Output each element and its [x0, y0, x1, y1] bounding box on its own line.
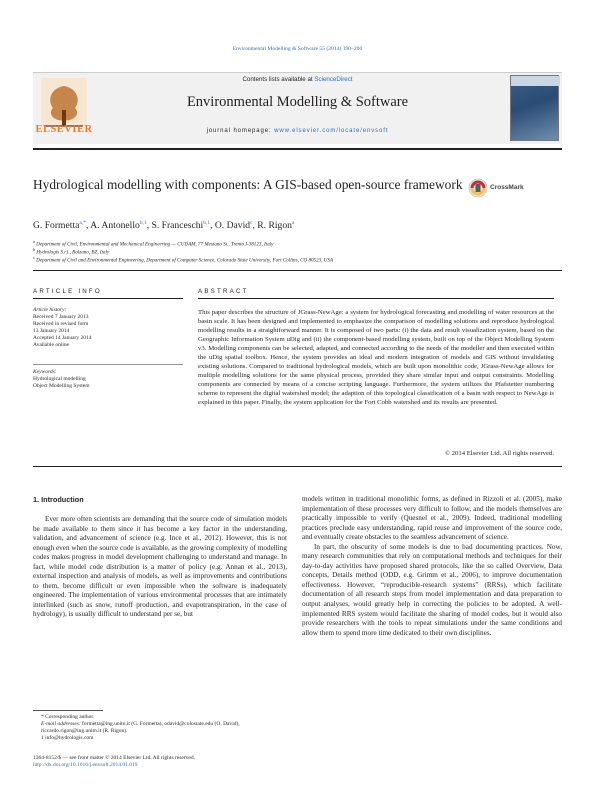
history-item: Received in revised form — [33, 320, 89, 327]
footnotes — [33, 714, 287, 742]
intro-left-column — [33, 515, 287, 620]
journal-home-link[interactable]: www.elsevier.com/locate/envsoft — [274, 128, 389, 134]
author-list: G. Formetta$^{a,*}$, A. Antonello$^{b,1}$, S. Franceschi$^{b,1}$, O. David$^c$, R. Rigon$^a$ — [33, 220, 295, 231]
author[interactable]: S. Franceschi$^{b,1}$ — [151, 220, 211, 231]
article-info-heading: ARTICLE INFO — [33, 288, 102, 295]
email-addresses[interactable]: formetta@ing.unitn.it (G. Formetta), odavid@colostate.edu (O. David), riccardo.rigon@ing.unitn.it (R. Rigon). — [41, 721, 240, 734]
journal-cover-thumbnail — [510, 75, 559, 141]
abstract-copyright: © 2014 Elsevier Ltd. All rights reserved. — [444, 450, 554, 457]
journal-home-prefix: journal homepage: — [206, 128, 272, 134]
crossmark-icon — [468, 178, 488, 198]
history-item: Available online — [33, 341, 70, 348]
email-label: E-mail addresses: — [41, 721, 81, 727]
author[interactable]: A. Antonello$^{b,1}$ — [90, 220, 147, 231]
abstract-bottom-rule — [33, 466, 562, 467]
history-item: 13 January 2014 — [33, 327, 70, 334]
crossmark-label: CrossMark — [490, 184, 524, 191]
footnote-1[interactable]: 1 info@hydrologis.com — [41, 735, 94, 741]
section-heading-introduction: 1. Introduction — [33, 495, 84, 504]
article-history — [33, 307, 183, 348]
publisher-wordmark: ELSEVIER — [35, 124, 93, 135]
footnote-rule — [33, 710, 103, 711]
affiliation: $^b$ Hydrologis S.r.l., Bolzano, BZ, Italy — [33, 247, 110, 256]
cover-band — [511, 76, 560, 86]
affiliation-rule — [33, 270, 562, 271]
author[interactable]: O. David$^c$ — [214, 220, 253, 231]
journal-homepage-line — [0, 128, 595, 134]
article-title: Hydrological modelling with components: A GIS-based open-source framework — [33, 177, 463, 192]
contents-prefix: Contents lists available at — [242, 76, 313, 83]
corresponding-author-note: * Corresponding author. — [41, 714, 95, 720]
issn-line: 1364-8152/$ — see front matter © 2014 Elsevier Ltd. All rights reserved. — [33, 755, 195, 761]
email-note — [33, 721, 287, 735]
abstract-heading: ABSTRACT — [198, 288, 249, 295]
author[interactable]: R. Rigon$^a$ — [257, 220, 295, 231]
paragraph: In part, the obscurity of some models is due to bad documenting practices. Now, many research communities that rely on computational methods and techniques for their day-to-day activities have proposed shared protocols, like the so called Overview, Data concepts, Details method (ODD, e.g. Grimm et al., 2006), to improve documentation effectiveness. However, “reproducible-research systems” (RRSs), which facilitate documentation of all research steps from model implementation and data preparation to output analyses, would greatly help in correcting the policies to be adopted. A well-implemented RRS system would facilitate the sharing of model codes, but it would also provide researchers with the tools to repeat simulations under the same conditions and allow them to spend more time dedicated to their own disciplines. — [302, 542, 562, 637]
keywords-label: Keywords: — [33, 369, 57, 375]
affiliation: $^c$ Department of Civil and Environmental Engineering, Department of Computer Science, Colorado State University, Fort Collins, CO 80523, USA — [33, 255, 334, 264]
doi-link[interactable]: http://dx.doi.org/10.1016/j.envsoft.2014.01.019 — [33, 762, 138, 768]
author[interactable]: G. Formetta$^{a,*}$ — [33, 220, 86, 231]
keywords-rule — [33, 364, 183, 365]
header-rule — [33, 148, 562, 150]
keyword: Object Modelling System — [33, 382, 90, 389]
contents-line — [0, 76, 595, 83]
keyword: Hydrological modelling — [33, 375, 86, 382]
journal-title: Environmental Modelling & Software — [186, 94, 409, 110]
paragraph: Ever more often scientists are demanding that the source code of simulation models be made available to them since it has become a key factor in the understanding, validation, and advancement of science (e.g. Ince et al., 2012). However, this is not enough even when the source code is available, as the growing complexity of modelling codes makes progress in model development challenging to understand and manage. In fact, while model code distribution is a matter of policy (e.g. Annan et al., 2013), external inspection and analysis of models, as well as improvements and contributions to them, become difficult or even impossible when the software is inadequately engineered. The implementation of various environmental processes that are intimately interlinked (such as snow, runoff production, and evapotranspiration, in the case of hydrology), is usually difficult to understand per se, but — [33, 515, 287, 619]
keywords-block — [33, 369, 183, 390]
intro-right-column — [302, 495, 562, 638]
article-info-rule — [33, 298, 183, 299]
paragraph: models written in traditional monolithic forms, as defined in Rizzoli et al. (2005), make implementation of these processes very difficult to follow, and the models themselves are practically impossible to verify (Quesnel et al., 2009). Indeed, traditional modelling practices preclude easy understanding, rapid reuse and improvement of the source code, and eventually create obstacles to the seamless advancement of science. — [302, 495, 562, 542]
affiliation: $^a$ Department of Civil, Environmental and Mechanical Engineering — CUDAM, 77 Mesiano St., Trento I-38123, Italy — [33, 239, 274, 248]
crossmark-badge[interactable] — [468, 178, 548, 200]
sciencedirect-link[interactable]: ScienceDirect — [314, 76, 353, 83]
history-label: Article history: — [33, 307, 67, 313]
abstract-rule — [198, 298, 554, 299]
journal-reference[interactable]: Environmental Modelling & Software 55 (2014) 190–200 — [232, 46, 363, 52]
abstract-text: This paper describes the structure of JGrass-NewAge: a system for hydrological forecasting and modelling of water resources at the basin scale. It has been designed and implemented to emphasize the comparison of modelling solutions and reproduce hydrological modelling results in a straightforward manner. It is composed of two parts: (i) the data and result visualization system, based on the Geographic Information System uDig and (ii) the component-based modelling system, built on top of the Object Modelling System v3. Modelling components can be selected, adapted, and connected according to the needs of the modeller and then executed within the uDig spatial toolbox. Hence, the system provides an ideal and modern integration of models and GIS without invalidating existing solutions. Compared to traditional hydrological models, which are built upon monolithic code, JGrass-NewAge allows for multiple modelling solutions for the same physical process, provided they share similar input and output constraints. Modelling components are connected by means of a concise scripting language. Furthermore, the system utilizes the Pfafstetter numbering scheme to represent the digital watershed model; the adaption of this topological classification of a basin with respect to NewAge is explained in this paper. Finally, the system application for the Fort Cobb watershed and its results are presented. — [198, 309, 554, 407]
history-item: Accepted 14 January 2014 — [33, 334, 92, 341]
history-item: Received 7 January 2013 — [33, 313, 89, 320]
